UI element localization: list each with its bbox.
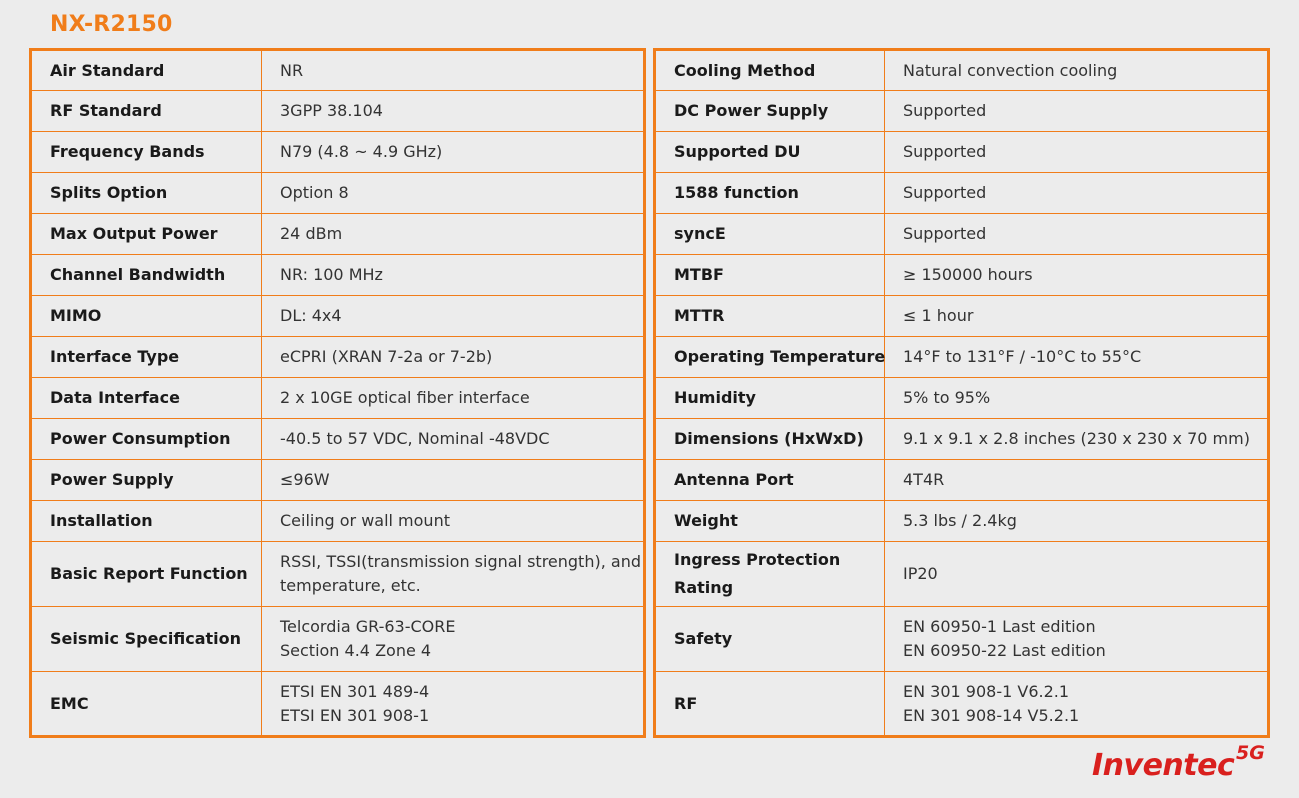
spec-label: MTTR xyxy=(655,296,885,337)
spec-value-line: ≤ 1 hour xyxy=(903,306,974,325)
spec-row-splits-option xyxy=(31,173,645,214)
spec-row-basic-report-function xyxy=(31,542,645,607)
spec-label: Air Standard xyxy=(31,50,262,91)
spec-row-ingress-protection-rating xyxy=(655,542,1269,607)
product-title: NX-R2150 xyxy=(50,12,173,37)
spec-value-line: Option 8 xyxy=(280,183,349,202)
spec-value xyxy=(262,672,645,737)
spec-row-weight xyxy=(655,501,1269,542)
spec-value xyxy=(262,378,645,419)
spec-value-line: Supported xyxy=(903,101,987,120)
spec-label: Power Consumption xyxy=(31,419,262,460)
spec-label: Interface Type xyxy=(31,337,262,378)
spec-label: Cooling Method xyxy=(655,50,885,91)
spec-value xyxy=(262,419,645,460)
spec-label: Frequency Bands xyxy=(31,132,262,173)
spec-row-mttr xyxy=(655,296,1269,337)
spec-value xyxy=(885,214,1269,255)
spec-row-cooling-method xyxy=(655,50,1269,91)
spec-label: Supported DU xyxy=(655,132,885,173)
spec-value xyxy=(262,214,645,255)
spec-row-channel-bandwidth xyxy=(31,255,645,296)
spec-value-line: ETSI EN 301 489-4 xyxy=(280,681,430,701)
spec-value xyxy=(262,91,645,132)
spec-value-line: NR: 100 MHz xyxy=(280,265,383,284)
spec-value xyxy=(885,607,1269,672)
spec-row-power-supply xyxy=(31,460,645,501)
spec-value xyxy=(262,173,645,214)
spec-value-line: ≤96W xyxy=(280,470,330,489)
spec-value-line: N79 (4.8 ~ 4.9 GHz) xyxy=(280,142,443,161)
spec-row-data-interface xyxy=(31,378,645,419)
spec-label: Max Output Power xyxy=(31,214,262,255)
spec-label: RF xyxy=(655,672,885,737)
spec-value xyxy=(885,672,1269,737)
spec-value-line: Supported xyxy=(903,142,987,161)
spec-value-line: Ceiling or wall mount xyxy=(280,511,450,530)
spec-value-line: EN 301 908-1 V6.2.1 xyxy=(903,681,1070,701)
spec-label: DC Power Supply xyxy=(655,91,885,132)
spec-value-line: Section 4.4 Zone 4 xyxy=(280,641,432,660)
spec-label-line: Ingress Protection xyxy=(674,550,841,569)
spec-value xyxy=(885,255,1269,296)
spec-value-line: 4T4R xyxy=(903,470,945,489)
spec-row-synce xyxy=(655,214,1269,255)
spec-value xyxy=(262,132,645,173)
spec-label xyxy=(655,542,885,607)
spec-value xyxy=(885,173,1269,214)
spec-label: Humidity xyxy=(655,378,885,419)
spec-value xyxy=(885,501,1269,542)
spec-row-rf xyxy=(655,672,1269,737)
spec-value-line: Supported xyxy=(903,183,987,202)
spec-row-air-standard xyxy=(31,50,645,91)
spec-label: Operating Temperature xyxy=(655,337,885,378)
spec-value-line: DL: 4x4 xyxy=(280,306,342,325)
spec-value xyxy=(885,50,1269,91)
spec-label: syncE xyxy=(655,214,885,255)
spec-value-line: Natural convection cooling xyxy=(903,60,1118,80)
spec-row-operating-temperature xyxy=(655,337,1269,378)
spec-label: 1588 function xyxy=(655,173,885,214)
spec-value xyxy=(885,542,1269,607)
spec-row-supported-du xyxy=(655,132,1269,173)
spec-value-line: 5% to 95% xyxy=(903,388,991,407)
spec-label: Antenna Port xyxy=(655,460,885,501)
spec-row-1588-function xyxy=(655,173,1269,214)
spec-value-line: Supported xyxy=(903,224,987,243)
spec-value-line: 24 dBm xyxy=(280,224,343,243)
spec-row-seismic-specification xyxy=(31,607,645,672)
spec-value-line: ≥ 150000 hours xyxy=(903,265,1033,284)
spec-label: Seismic Specification xyxy=(31,607,262,672)
spec-value-line: RSSI, TSSI(transmission signal strength), and xyxy=(280,552,641,571)
spec-row-dimensions-hxwxd xyxy=(655,419,1269,460)
spec-row-interface-type xyxy=(31,337,645,378)
spec-value-line: 5.3 lbs / 2.4kg xyxy=(903,511,1017,530)
spec-value-line: EN 301 908-14 V5.2.1 xyxy=(903,705,1080,725)
spec-value-line: 9.1 x 9.1 x 2.8 inches (230 x 230 x 70 mm) xyxy=(903,429,1250,448)
spec-value-line: 3GPP 38.104 xyxy=(280,101,383,120)
spec-label: Safety xyxy=(655,607,885,672)
spec-label: Dimensions (HxWxD) xyxy=(655,419,885,460)
spec-row-mtbf xyxy=(655,255,1269,296)
spec-value xyxy=(885,460,1269,501)
spec-label: Installation xyxy=(31,501,262,542)
spec-value-line: EN 60950-22 Last edition xyxy=(903,641,1106,660)
spec-row-max-output-power xyxy=(31,214,645,255)
spec-value-line: NR xyxy=(280,60,304,80)
spec-value-line: 2 x 10GE optical fiber interface xyxy=(280,388,530,407)
spec-value xyxy=(885,91,1269,132)
spec-label: Basic Report Function xyxy=(31,542,262,607)
spec-value-line: EN 60950-1 Last edition xyxy=(903,617,1096,636)
spec-row-dc-power-supply xyxy=(655,91,1269,132)
spec-label-line: Rating xyxy=(674,578,734,597)
spec-value xyxy=(262,501,645,542)
spec-label: MTBF xyxy=(655,255,885,296)
spec-value xyxy=(262,255,645,296)
brand-5g-badge: 5G xyxy=(1236,742,1265,764)
spec-value-line: ETSI EN 301 908-1 xyxy=(280,705,430,725)
spec-table-left xyxy=(29,48,646,738)
spec-row-antenna-port xyxy=(655,460,1269,501)
spec-row-humidity xyxy=(655,378,1269,419)
spec-value xyxy=(262,542,645,607)
spec-value xyxy=(262,337,645,378)
spec-value-line: eCPRI (XRAN 7-2a or 7-2b) xyxy=(280,347,493,366)
brand-name: Inventec xyxy=(1092,748,1235,783)
spec-row-frequency-bands xyxy=(31,132,645,173)
spec-label: Weight xyxy=(655,501,885,542)
spec-value xyxy=(885,132,1269,173)
spec-label: Channel Bandwidth xyxy=(31,255,262,296)
spec-label: Splits Option xyxy=(31,173,262,214)
spec-value xyxy=(885,378,1269,419)
spec-value-line: -40.5 to 57 VDC, Nominal -48VDC xyxy=(280,429,550,448)
spec-value-line: temperature, etc. xyxy=(280,576,421,595)
spec-label: Power Supply xyxy=(31,460,262,501)
spec-label: MIMO xyxy=(31,296,262,337)
spec-row-emc xyxy=(31,672,645,737)
spec-value xyxy=(262,607,645,672)
spec-label: EMC xyxy=(31,672,262,737)
spec-value-line: IP20 xyxy=(903,564,938,583)
spec-table-right xyxy=(653,48,1270,738)
spec-row-power-consumption xyxy=(31,419,645,460)
spec-value xyxy=(885,419,1269,460)
spec-row-rf-standard xyxy=(31,91,645,132)
spec-value xyxy=(262,296,645,337)
spec-row-installation xyxy=(31,501,645,542)
spec-label: RF Standard xyxy=(31,91,262,132)
spec-value xyxy=(262,460,645,501)
spec-value xyxy=(885,296,1269,337)
spec-row-mimo xyxy=(31,296,645,337)
spec-value xyxy=(885,337,1269,378)
spec-label: Data Interface xyxy=(31,378,262,419)
spec-value-line: 14°F to 131°F / -10°C to 55°C xyxy=(903,347,1142,366)
spec-value xyxy=(262,50,645,91)
brand-logo xyxy=(1092,742,1277,783)
spec-row-safety xyxy=(655,607,1269,672)
spec-value-line: Telcordia GR-63-CORE xyxy=(280,617,456,636)
